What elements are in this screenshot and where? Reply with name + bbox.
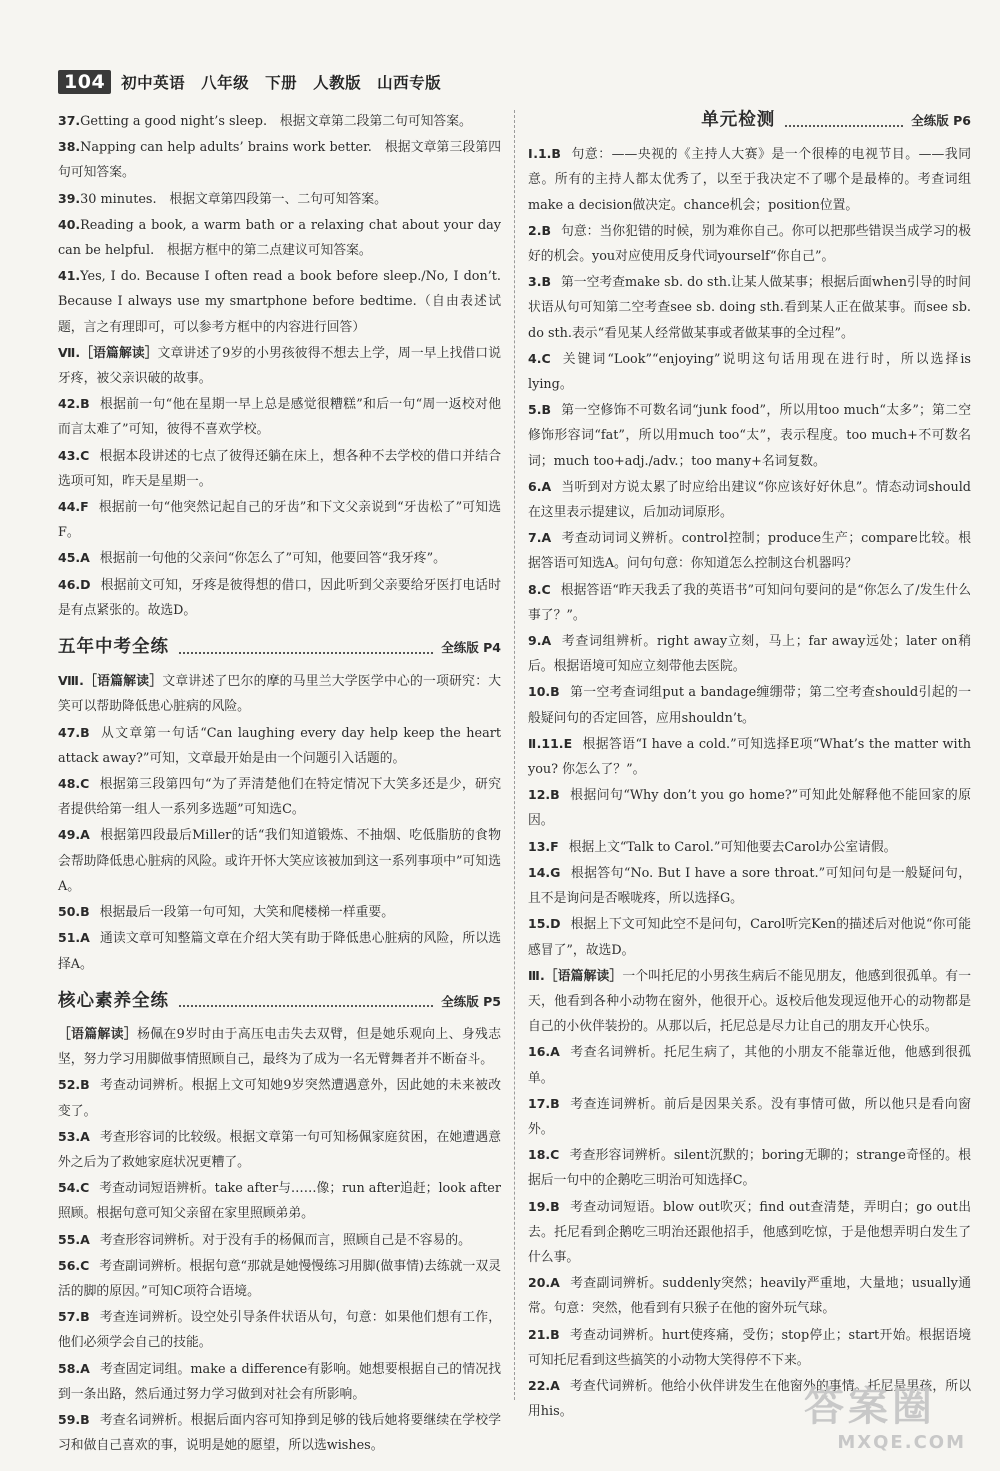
answer-item xyxy=(58,263,501,340)
answer-item xyxy=(58,212,501,263)
answer-item xyxy=(528,911,971,962)
answer-letter: B xyxy=(80,1309,90,1325)
answer-letter: E xyxy=(563,735,573,751)
explanation-text: 一个叫托尼的小男孩生病后不能见朋友，他感到很孤单。有一天，他看到各种小动物在窗外，他很开心。返校后他发现逗他开心的动物都是自己的小伙伴装扮的。从那以后，托尼总是尽力让自己的朋友开心快乐。 xyxy=(528,968,971,1035)
answer-letter: A xyxy=(541,633,552,649)
explanation-text: 考查动词辨析。根据上文可知她9岁突然遭遇意外，因此她的未来被改变了。 xyxy=(58,1078,501,1119)
answer-item xyxy=(58,340,501,391)
question-number: 4. xyxy=(528,350,542,366)
page-header xyxy=(58,68,441,96)
answer-item xyxy=(58,771,501,822)
explanation-text: 考查固定词组。make a difference有影响。她想要根据自己的情况找到一条出路，然后通过努力学习做到对社会有所影响。 xyxy=(58,1361,501,1402)
question-number: 8. xyxy=(528,581,542,597)
question-number: 47. xyxy=(58,724,81,740)
question-number: 3. xyxy=(528,274,542,290)
answer-item xyxy=(528,1039,971,1090)
explanation-text: 根据第四段最后Miller的话“我们知道锻炼、不抽烟、吃低脂肪的食物会帮助降低患心脏病的风险。或许开怀大笑应该被加到这一系列事项中”可知选A。 xyxy=(58,828,501,894)
answer-letter: C xyxy=(550,1147,560,1163)
answer-letter: C xyxy=(80,1257,90,1273)
question-number: 44. xyxy=(58,499,81,515)
leader-dots xyxy=(179,995,433,1007)
answer-item xyxy=(58,668,501,719)
answer-item xyxy=(58,572,501,623)
answer-letter: F xyxy=(80,499,89,515)
answer-letter: A xyxy=(80,550,90,566)
explanation-text: 根据答句“No. But I have a sore throat.”可知问句是一般疑问句，且不是询问是否喉咙疼，所以选择G。 xyxy=(528,865,971,907)
answer-letter: B xyxy=(550,1198,560,1214)
answer-letter: B xyxy=(541,402,551,418)
column-divider xyxy=(514,110,515,1400)
answer-letter: A xyxy=(80,1360,90,1376)
explanation-text: 句意：当你犯错的时候，别为难你自己。你可以把那些错误当成学习的极好的机会。you对应使用反身代词yourself“你自己”。 xyxy=(528,223,971,265)
answer-letter: B xyxy=(550,1095,560,1111)
question-number: 16. xyxy=(528,1044,551,1060)
explanation-text: 考查形容词辨析。对于没有手的杨佩而言，照顾自己是不容易的。 xyxy=(99,1232,471,1248)
explanation-text: 第一空考查词组put a bandage缠绷带；第二空考查should引起的一般疑问句的否定回答，应用shouldn’t。 xyxy=(528,685,971,726)
answer-item xyxy=(58,1072,501,1123)
explanation-text: 文章讲述了9岁的小男孩彼得不想去上学，周一早上找借口说牙疼，被父亲识破的故事。 xyxy=(58,345,501,387)
answer-item xyxy=(58,134,501,185)
answer-item xyxy=(528,834,971,860)
question-number: 48. xyxy=(58,776,81,792)
answer-letter: C xyxy=(541,350,551,366)
explanation-text: 根据上文“Talk to Carol.”可知他要去Carol办公室请假。 xyxy=(568,839,897,855)
answer-item xyxy=(58,545,501,571)
question-number: 5. xyxy=(528,402,542,418)
question-number: Ⅱ.11. xyxy=(528,735,564,751)
answer-letter: A xyxy=(80,1128,90,1144)
section-page-ref: 全练版 P5 xyxy=(441,993,501,1009)
answer-letter: A xyxy=(550,1275,560,1291)
explanation-text: 根据上下文可知此空不是问句，Carol听完Ken的描述后对他说“你可能感冒了”，故选D。 xyxy=(528,917,971,958)
section-title: 单元检测 xyxy=(701,110,776,130)
explanation-text: 30 minutes. 根据文章第四段第一、二句可知答案。 xyxy=(80,191,387,207)
explanation-text: 根据前一句“他突然记起自己的牙齿”和下文父亲说到“牙齿松了”可知选F。 xyxy=(58,500,501,541)
answer-letter: B xyxy=(550,1326,560,1342)
question-number: 40. xyxy=(58,216,81,232)
question-number: 52. xyxy=(58,1077,81,1093)
answer-item xyxy=(58,1124,501,1175)
answer-item xyxy=(58,186,501,212)
question-number: 57. xyxy=(58,1309,81,1325)
question-number: 51. xyxy=(58,930,81,946)
answer-letter: B xyxy=(80,1411,90,1427)
answer-item xyxy=(528,782,971,833)
passage-tag: ［语篇解读］ xyxy=(58,1026,138,1042)
answer-letter: B xyxy=(80,1077,90,1093)
answer-item xyxy=(528,1142,971,1193)
explanation-text: 考查形容词辨析。silent沉默的；boring无聊的；strange奇怪的。根据后一句中的企鹅吃三明治可知选择C。 xyxy=(528,1148,971,1189)
section-title: 五年中考全练 xyxy=(58,637,169,658)
explanation-text: 考查动词短语。blow out吹灭；find out查清楚，弄明白；go out出去。托尼看到企鹅吃三明治还跟他招手，他感到吃惊，于是他想弄明白发生了什么事。 xyxy=(528,1199,971,1265)
explanation-text: 根据第三段第四句“为了弄清楚他们在特定情况下大笑多还是少，研究者提供给第一组人一系列多选题”可知选C。 xyxy=(58,777,501,818)
explanation-text: 考查连词辨析。设空处引导条件状语从句，句意：如果他们想有工作，他们必须学会自己的技能。 xyxy=(58,1310,501,1351)
question-number: 38. xyxy=(58,139,81,155)
answer-item xyxy=(58,391,501,442)
question-number: 6. xyxy=(528,478,542,494)
answer-item xyxy=(528,1091,971,1142)
question-number: 19. xyxy=(528,1198,551,1214)
question-number: 39. xyxy=(58,190,81,206)
question-number: 37. xyxy=(58,113,81,128)
explanation-text: 第一空修饰不可数名词“junk food”，所以用too much“太多”；第二空修饰形容词“fat”，所以用much too“太”，表示程度。too much+不可数名词；much too+adj./adv.；too many+名词复数。 xyxy=(528,403,971,469)
answer-letter: B xyxy=(550,684,560,700)
question-number: 9. xyxy=(528,633,542,649)
explanation-text: 根据本段讲述的七点了彼得还躺在床上，想各种不去学校的借口并结合选项可知，昨天是星期一。 xyxy=(58,448,501,489)
explanation-text: 根据答语“I have a cold.”可知选择E项“What’s the matter with you? 你怎么了？”。 xyxy=(528,736,971,778)
question-number: 20. xyxy=(528,1275,551,1291)
explanation-text: 关键词“Look”“enjoying”说明这句话用现在进行时，所以选择is lying。 xyxy=(528,351,971,393)
question-number: 59. xyxy=(58,1411,81,1427)
question-number: 18. xyxy=(528,1147,551,1163)
explanation-text: 考查名词辨析。托尼生病了，其他的小朋友不能靠近他，他感到很孤单。 xyxy=(528,1045,971,1086)
section-page-ref: 全练版 P6 xyxy=(911,113,971,128)
answer-item xyxy=(58,494,501,545)
passage-tag: ［语篇解读］ xyxy=(544,968,623,984)
answer-item xyxy=(58,108,501,134)
answer-item xyxy=(528,397,971,474)
answer-item xyxy=(528,269,971,346)
explanation-text: 根据最后一段第一句可知，大笑和爬楼梯一样重要。 xyxy=(99,905,395,921)
question-number: Ⅰ.1. xyxy=(528,146,552,162)
question-number: 12. xyxy=(528,787,551,803)
answer-item xyxy=(528,577,971,628)
answer-letter: D xyxy=(80,576,91,592)
answer-item xyxy=(528,218,971,269)
question-number: 42. xyxy=(58,396,81,412)
answer-item xyxy=(528,963,971,1040)
answer-letter: B xyxy=(80,904,90,920)
explanation-text: 考查副词辨析。根据句意“那就是她慢慢练习用脚(做事情)去练就一双灵活的脚的原因。”可知C项符合语境。 xyxy=(58,1258,501,1299)
explanation-text: 根据答语“昨天我丢了我的英语书”可知问句要问的是“你怎么了/发生什么事了？”。 xyxy=(528,582,971,623)
answer-letter: C xyxy=(80,1180,90,1196)
question-number: Ⅲ. xyxy=(528,967,545,983)
answer-item xyxy=(58,925,501,976)
explanation-text: 根据问句“Why don’t you go home?”可知此处解释他不能回家的原因。 xyxy=(528,788,971,829)
question-number: 46. xyxy=(58,576,81,592)
explanation-text: 从文章第一句话“Can laughing every day help keep the heart attack away?”可知，文章最开始是由一个问题引入话题的。 xyxy=(58,725,501,766)
section-header xyxy=(58,989,501,1014)
answer-item xyxy=(528,860,971,911)
explanation-text: 考查连词辨析。前后是因果关系。没有事情可做，所以他只是看向窗外。 xyxy=(528,1096,971,1137)
question-number: 17. xyxy=(528,1095,551,1111)
question-number: 41. xyxy=(58,268,81,284)
answer-item xyxy=(528,1270,971,1321)
answer-item xyxy=(528,474,971,525)
answer-letter: D xyxy=(550,916,561,932)
explanation-text: 第一空考查make sb. do sth.让某人做某事；根据后面when引导的时间状语从句可知第二空考查see sb. doing sth.看到某人正在做某事。而see sb. do sth.表示“看见某人经常做某事或者做某事的全过程”。 xyxy=(528,275,971,341)
question-number: 2. xyxy=(528,222,542,238)
leader-dots xyxy=(179,642,433,654)
answer-letter: C xyxy=(80,776,90,792)
question-number: 13. xyxy=(528,838,551,854)
answer-letter: C xyxy=(80,447,90,463)
question-number: 49. xyxy=(58,827,81,843)
answer-item xyxy=(58,720,501,771)
answer-letter: B xyxy=(80,396,90,412)
question-number: 7. xyxy=(528,530,542,546)
answer-item xyxy=(528,1194,971,1271)
left-column xyxy=(58,108,501,1458)
answer-letter: C xyxy=(541,581,551,597)
leader-dots xyxy=(785,115,903,127)
explanation-text: 根据前文可知，牙疼是彼得想的借口，因此听到父亲要给牙医打电话时是有点紧张的。故选D。 xyxy=(58,577,501,618)
answer-item xyxy=(58,1022,501,1072)
answer-letter: B xyxy=(551,146,561,162)
answer-item xyxy=(58,1304,501,1355)
question-number: 58. xyxy=(58,1360,81,1376)
passage-tag: ［语篇解读］ xyxy=(83,674,163,690)
explanation-text: 考查名词辨析。根据后面内容可知挣到足够的钱后她将要继续在学校学习和做自己喜欢的事，说明是她的愿望，所以选wishes。 xyxy=(58,1412,501,1454)
answer-letter: A xyxy=(80,930,90,946)
explanation-text: 当听到对方说太累了时应给出建议“你应该好好休息”。情态动词should在这里表示提建议，后加动词原形。 xyxy=(528,479,971,521)
explanation-text: 考查形容词的比较级。根据文章第一句可知杨佩家庭贫困，在她遭遇意外之后为了救她家庭状况更糟了。 xyxy=(58,1129,501,1170)
question-number: Ⅷ. xyxy=(58,673,84,689)
explanation-text: 通读文章可知整篇文章在介绍大笑有助于降低患心脏病的风险，所以选择A。 xyxy=(58,931,501,972)
answer-letter: A xyxy=(80,1231,90,1247)
explanation-text: 考查动词辨析。hurt使疼痛，受伤；stop停止；start开始。根据语境可知托尼看到这些搞笑的小动物大笑得停不下来。 xyxy=(528,1327,971,1368)
question-number: 22. xyxy=(528,1377,551,1393)
section-header xyxy=(58,635,501,660)
explanation-text: 考查代词辨析。他给小伙伴讲发生在他窗外的事情。托尼是男孩，所以用his。 xyxy=(528,1378,971,1420)
explanation-text: 文章讲述了巴尔的摩的马里兰大学医学中心的一项研究：大笑可以帮助降低患心脏病的风险。 xyxy=(58,674,502,715)
explanation-text: Reading a book, a warm bath or a relaxing chat about your day can be helpful. 根据方框中的第二点建议可知答案。 xyxy=(58,217,501,259)
answer-item xyxy=(528,731,971,782)
question-number: 56. xyxy=(58,1257,81,1273)
explanation-text: Napping can help adults’ brains work better. 根据文章第三段第四句可知答案。 xyxy=(58,140,501,181)
answer-item xyxy=(58,1407,501,1458)
explanation-text: Getting a good night’s sleep. 根据文章第二段第二句可知答案。 xyxy=(80,114,472,129)
answer-letter: B xyxy=(541,222,551,238)
answer-item xyxy=(528,525,971,576)
question-number: Ⅶ. xyxy=(58,344,81,360)
answer-item xyxy=(528,141,971,218)
question-number: 10. xyxy=(528,684,551,700)
answer-item xyxy=(528,628,971,679)
watermark-text: 答案圈 xyxy=(804,1384,936,1430)
answer-item xyxy=(58,899,501,925)
answer-item xyxy=(58,443,501,494)
answer-letter: B xyxy=(550,787,560,803)
explanation-text: 考查副词辨析。suddenly突然；heavily严重地，大量地；usually通常。句意：突然，他看到有只猴子在他的窗外玩气球。 xyxy=(528,1276,971,1317)
answer-letter: A xyxy=(541,530,552,546)
explanation-text: 考查动词短语辨析。take after与……像；run after追赶；look after照顾。根据句意可知父亲留在家里照顾弟弟。 xyxy=(58,1181,501,1222)
page-number: 104 xyxy=(58,70,111,94)
answer-letter: B xyxy=(541,274,551,290)
question-number: 45. xyxy=(58,550,81,566)
question-number: 53. xyxy=(58,1128,81,1144)
watermark-url: MXQE.COM xyxy=(837,1432,966,1453)
answer-item xyxy=(58,1253,501,1304)
section-page-ref: 全练版 P4 xyxy=(441,640,501,656)
watermark-logo xyxy=(804,1375,974,1455)
answer-item xyxy=(528,346,971,397)
explanation-text: Yes, I do. Because I often read a book before sleep./No, I don’t. Because I always use my smartphone before bedtime.（自由表述试题，言之有理即可，可以参考方框中的内容进行回答） xyxy=(58,269,501,335)
answer-letter: F xyxy=(550,838,559,854)
explanation-text: 考查词组辨析。right away立刻，马上；far away远处；later on稍后。根据语境可知应立刻带他去医院。 xyxy=(528,634,971,675)
explanation-text: 杨佩在9岁时由于高压电击失去双臂，但是她乐观向上、身残志坚，努力学习用脚做事情照顾自己，最终为了成为一名无臂舞者并不断奋斗。 xyxy=(58,1026,501,1068)
question-number: 14. xyxy=(528,864,551,880)
answer-item xyxy=(528,679,971,730)
question-number: 15. xyxy=(528,916,551,932)
explanation-text: 考查动词词义辨析。control控制；produce生产；compare比较。根据答语可知选A。问句句意：你知道怎么控制这台机器吗？ xyxy=(528,531,971,572)
answer-letter: B xyxy=(80,724,90,740)
answer-item xyxy=(528,1322,971,1373)
answer-letter: G xyxy=(550,864,561,880)
answer-letter: A xyxy=(550,1377,560,1393)
answer-item xyxy=(58,1227,501,1253)
right-column xyxy=(528,108,971,1424)
answer-letter: A xyxy=(80,827,90,843)
passage-tag: ［语篇解读］ xyxy=(80,345,158,361)
answer-letter: A xyxy=(541,478,552,494)
answer-item xyxy=(58,1356,501,1407)
section-title: 核心素养全练 xyxy=(58,990,169,1011)
explanation-text: 句意：——央视的《主持人大赛》是一个很棒的电视节目。——我同意。所有的主持人都太优秀了，以至于我决定不了哪个是最棒的。考查词组make a decision做决定。chance机会；position位置。 xyxy=(528,147,971,213)
section-header-unit-test xyxy=(528,108,971,133)
question-number: 55. xyxy=(58,1231,81,1247)
question-number: 50. xyxy=(58,904,81,920)
answer-item xyxy=(58,1175,501,1226)
question-number: 21. xyxy=(528,1326,551,1342)
explanation-text: 根据前一句他的父亲问“你怎么了”可知，他要回答“我牙疼”。 xyxy=(99,551,446,567)
answer-item xyxy=(58,822,501,899)
explanation-text: 根据前一句“他在星期一早上总是感觉很糟糕”和后一句“周一返校对他而言太难了”可知，彼得不喜欢学校。 xyxy=(58,397,501,438)
book-title: 初中英语 八年级 下册 人教版 山西专版 xyxy=(121,74,442,92)
question-number: 43. xyxy=(58,447,81,463)
question-number: 54. xyxy=(58,1180,81,1196)
answer-letter: A xyxy=(550,1044,560,1060)
